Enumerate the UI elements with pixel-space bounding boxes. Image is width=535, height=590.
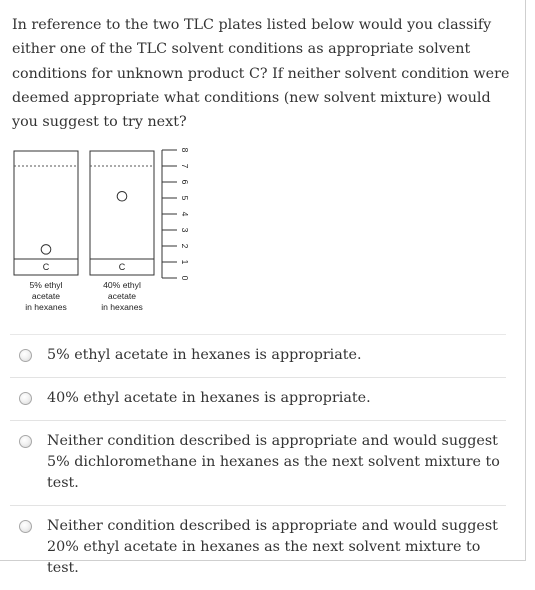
answer-options (10, 334, 506, 590)
option-c[interactable] (10, 420, 506, 505)
ruler-label-3: 3 (179, 227, 190, 233)
option-a-radio[interactable] (19, 349, 32, 362)
plate-2-outline (90, 151, 154, 275)
rf-ruler (162, 148, 190, 281)
option-d-label: Neither condition described is appropriate and would suggest 20% ethyl acetate in hexanes as the next solvent mixture to test. (47, 518, 498, 576)
plate-2-lane-label: C (118, 262, 126, 272)
option-c-radio[interactable] (19, 435, 32, 448)
ruler-label-1: 1 (179, 259, 190, 265)
plate-1-spot (41, 245, 51, 255)
option-b-label: 40% ethyl acetate in hexanes is appropriate. (47, 390, 371, 406)
plate-1-caption-line-1: 5% ethyl (29, 280, 63, 290)
ruler-label-0: 0 (179, 275, 190, 281)
plate-1-outline (14, 151, 78, 275)
plate-2-spot (117, 191, 127, 201)
ruler-label-6: 6 (179, 179, 190, 185)
option-b[interactable] (10, 377, 506, 420)
option-a[interactable] (10, 334, 506, 377)
plate-1-caption-line-3: in hexanes (25, 302, 67, 312)
ruler-label-8: 8 (179, 147, 190, 153)
ruler-label-5: 5 (179, 195, 190, 201)
tlc-plate-1 (14, 151, 78, 312)
option-c-label: Neither condition described is appropriate and would suggest 5% dichloromethane in hexanes as the next solvent mixture to test. (47, 433, 500, 491)
plate-2-caption-line-2: acetate (107, 291, 137, 301)
option-b-radio[interactable] (19, 392, 32, 405)
ruler-label-4: 4 (179, 211, 190, 217)
plate-1-caption-line-2: acetate (31, 291, 61, 301)
option-a-label: 5% ethyl acetate in hexanes is appropriate. (47, 347, 362, 363)
tlc-plate-2 (90, 151, 154, 312)
plate-2-caption-line-3: in hexanes (101, 302, 143, 312)
plate-2-caption-line-1: 40% ethyl (103, 280, 141, 290)
option-d-radio[interactable] (19, 520, 32, 533)
tlc-plates-figure (10, 143, 200, 315)
option-d[interactable] (10, 505, 506, 590)
question-text: In reference to the two TLC plates listed below would you classify either one of the TLC solvent conditions as appropriate solvent conditions for unknown product C? If neither solvent condition were deemed appropriate what conditions (new solvent mixture) would you suggest to try next? (12, 17, 510, 131)
ruler-label-7: 7 (179, 163, 190, 169)
plate-1-lane-label: C (42, 262, 50, 272)
ruler-label-2: 2 (179, 243, 190, 249)
